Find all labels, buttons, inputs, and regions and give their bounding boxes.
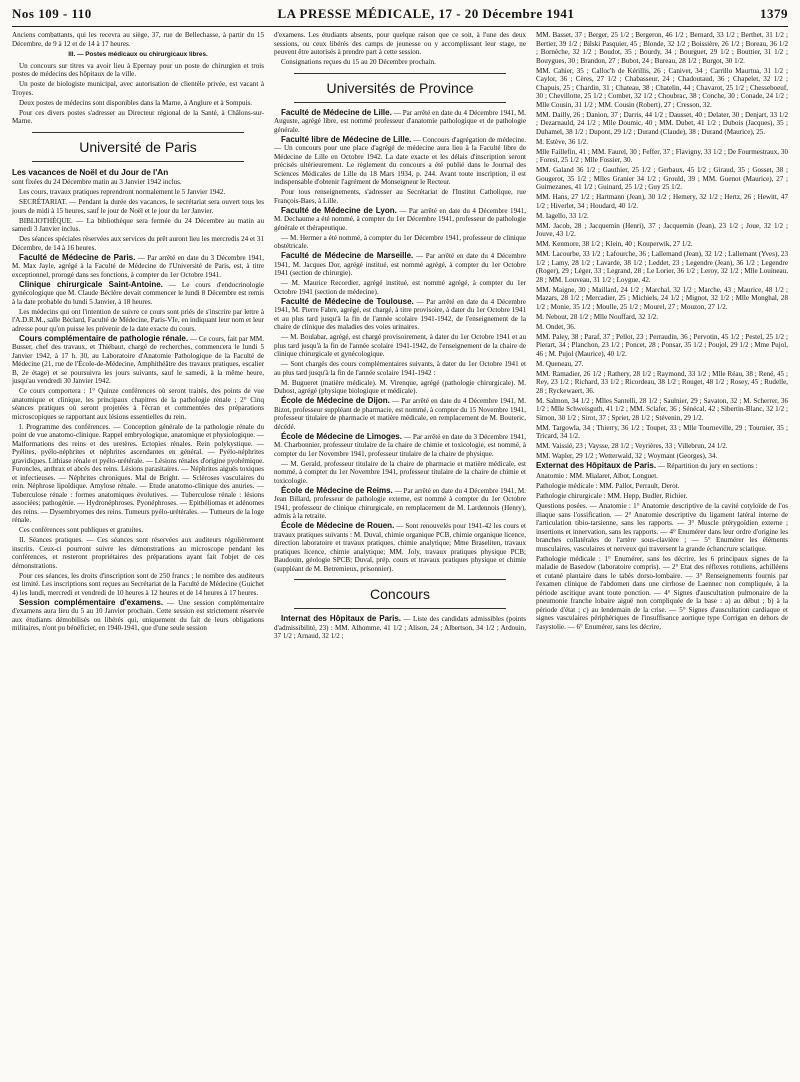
name-list: M. Nebout, 28 1/2 ; Mlle Nouffard, 32 1/2. xyxy=(536,312,659,321)
paragraph: — M. Maurice Recordier, agrégé institué, est nommé agrégé, à compter du 1er Octobre 1941 (section de médecine). xyxy=(274,279,526,296)
lead-in: École de Médecine de Rouen. xyxy=(281,521,395,530)
lead-in: École de Médecine de Limoges. xyxy=(281,431,402,441)
lead-in: École de Médecine de Dijon. xyxy=(281,396,390,405)
article-title: Les vacances de Noël et du Jour de l'An xyxy=(12,167,169,177)
paragraph xyxy=(274,615,526,641)
page-number: 1379 xyxy=(760,6,788,21)
name-list: MM. Kenmore, 38 1/2 ; Klein, 40 ; Kouperwik, 27 1/2. xyxy=(536,240,693,248)
paragraph: Pour ces divers postes s'adresser au Directeur régional de la Santé, à Châlons-sur-Marne. xyxy=(12,108,264,125)
name-list: MM. Ramadier, 26 1/2 ; Rathery, 28 1/2 ; Raymond, 33 1/2 ; Mlle Réau, 38 ; René, 45 ; Rey, 23 1/2 ; Richard, 33 1/2 ; Ricordeau, 38 1/2 ; Rouget, 48 1/2 ; Rosey, 45 ; Rudelle, 28 ; Ryckewaert, 36. xyxy=(536,369,788,395)
paragraph: Pathologie chirurgicale : MM. Hepp, Budler, Richier. xyxy=(536,492,688,500)
body-text: — Par arrêté en date du 4 Décembre 1941, M. Auguste, agrégé libre, est nommé professeur d'anatomie pathologique et de pathologie générale. xyxy=(274,108,526,134)
divider xyxy=(294,102,506,103)
paragraph xyxy=(12,254,264,280)
paragraph: M. Bugueret (matière médicale). M. Virenque, agrégé (pathologie chirurgicale). M. Dubost, agrégé (physique biologique et médicale). xyxy=(274,378,526,395)
name-list: M. Iagello, 33 1/2. xyxy=(536,211,589,220)
lead-in: Cours complémentaire de pathologie rénale. xyxy=(19,333,189,343)
columns xyxy=(12,31,788,1077)
paragraph: Pour tous renseignements, s'adresser au Secrétariat de l'Institut Catholique, rue François-Baes, à Lille. xyxy=(274,188,526,205)
name-list: M. Queneau, 27. xyxy=(536,359,584,368)
paragraph: Ce cours comportera : 1° Quinze conférences où seront traités, des points de vue anatomique et clinique, les principaux chapitres de la pathologie rénale ; 2° Cinq séances pratiques où seront projetées à l'écran et commentées des préparations microscopiques se rapportant aux lésions essentielles du rein. xyxy=(12,387,264,421)
paragraph: Pathologie médicale : 1° Enumérer, sans les décrire, les 6 principaux signes de la maladie de Basedow (laboratoire compris). — 2° Etat des réflexes rotuliens, achilléens et cutané plantaire dans le tabès dorso-lombaire. — 3° Renseignements fournis par l'examen clinique de l'abdomen dans une cirrhose de Laennec non compliquée, à la période ascitique avant toute ponction. — 4° Signes d'auscultation pulmonaire de la pneumonie franche lobaire aiguë non compliquée de la base : a) au début ; b) à la période d'état ; c) au lendemain de la crise. — 5° Signes d'auscultation cardiaque et signes vasculaires périphériques de l'insuffisance aortique type Corrigan en dehors de l'asystolie. — 6° Enumérer, sans les décrire, xyxy=(536,554,788,631)
divider xyxy=(32,132,244,133)
paragraph: d'examens. Les étudiants absents, pour quelque raison que ce soit, à l'une des deux sessions, ou ceux libérés des camps de jeunesse ou y accomplissant leur stage, ne peuvent être autorisés à prendre part à cette session. xyxy=(274,31,526,56)
lead-in: Faculté de Médecine de Paris. xyxy=(19,252,136,262)
body-text: — Liste des candidats admissibles (points d'admissibilité, 23) : MM. Alhomme, 41 1/2 ; Alison, 24 ; Albertson, 34 1/2 ; Ardouin, 37 1/2 ; Arnaud, 32 1/2 ; xyxy=(274,615,526,640)
paragraph xyxy=(274,522,526,573)
paragraph xyxy=(274,433,526,459)
body-text: — Par arrêté en date du 4 Décembre 1941, M. Bizot, professeur suppléant de pharmacie, est nommé, à compter du 15 Novembre 1941, professeur titulaire de pharmacie et matière médicale, en remplacement de M. Bouteric, décédé. xyxy=(274,397,526,431)
name-list: MM. Hans, 27 1/2 ; Hartmann (Jean), 30 1/2 ; Hemery, 32 1/2 ; Hertz, 26 ; Hewitt, 47 1/2 ; Hiverlet, 34 ; Houdard, 40 1/2. xyxy=(536,193,788,210)
paragraph: — M. Gerald, professeur titulaire de la chaire de pharmacie et matière médicale, est nommé, à compter du 1er Novembre 1941, professeur titulaire de la chaire de chimie et toxicologie. xyxy=(274,459,526,485)
paragraph: Pour ces séances, les droits d'inscription sont de 250 francs ; le nombre des auditeurs est limité. Les inscriptions sont reçues au Secrétariat de la Faculté de Médecine (Guichet 4) les lundi, mercredi et vendredi de 10 heures à 12 heures et de 14 heures à 17 heures. xyxy=(12,571,264,597)
lead-in: Faculté de Médecine de Lyon. xyxy=(281,205,397,215)
paragraph xyxy=(12,335,264,386)
column-3 xyxy=(536,31,788,1077)
lead-in: Session complémentaire d'examens. xyxy=(19,597,164,607)
body-text: — Par arrêté en date du 4 Décembre 1941, M. Dechaume a été nommé, à compter du 1er Décembre 1941, professeur de pathologie générale et thérapeutique. xyxy=(274,206,526,232)
paragraph: Un poste de biologiste municipal, avec autorisation de clientèle privée, est vacant à Troyes. xyxy=(12,80,264,97)
name-list: M. Ondet, 36. xyxy=(536,322,576,331)
divider xyxy=(294,73,506,74)
name-list: MM. Cahier, 35 ; Calloc'h de Kérillis, 26 ; Canivet, 34 ; Carrillo Maurtua, 31 1/2 ; Caylor, 36 ; Cères, 27 1/2 ; Chabasseur, 24 ; Chadoutaud, 36 ; Chapelet, 32 1/2 ; Chapuis, 25 ; Chardin, 31 ; Chateau, 38 ; Chatelin, 44 ; Chavarot, 25 1/2 ; Chesseboeuf, 30 ; Chevillotte, 25 1/2 ; Combet, 32 1/2 ; Choubrac, 38 ; Conche, 30 ; Conade, 24 1/2 ; Mlle Cousin, 31 1/2 ; MM. Cousin (Robert), 27 ; Cresson, 32. xyxy=(536,66,788,109)
paragraph: BIBLIOTHÈQUE. — La bibliothèque sera fermée du 24 Décembre au matin au samedi 3 Janvier inclus. xyxy=(12,216,264,233)
lead-in: Clinique chirurgicale Saint-Antoine. xyxy=(19,279,163,289)
paragraph xyxy=(274,252,526,278)
lead-in: Faculté de Médecine de Lille. xyxy=(281,107,392,117)
paragraph xyxy=(12,599,264,633)
column-1 xyxy=(12,31,264,1077)
lead-in: Faculté libre de Médecine de Lille. xyxy=(281,134,412,144)
paragraph: — Sont chargés des cours complémentaires suivants, à dater du 1er Octobre 1941 et au plus tard jusqu'à la fin de l'année scolaire 1941-1942 : xyxy=(274,360,526,377)
paragraph xyxy=(274,487,526,521)
paragraph: Consignations reçues du 15 au 20 Décembre prochain. xyxy=(281,58,436,66)
name-list: M. Estève, 36 1/2. xyxy=(536,137,589,146)
divider xyxy=(32,161,244,162)
paragraph xyxy=(274,207,526,233)
name-list: MM. Basset, 37 ; Berger, 25 1/2 ; Bergeron, 46 1/2 ; Bernard, 33 1/2 ; Berthet, 31 1/2 ; Bertier, 39 1/2 ; Bilski Pasquier, 45 ; Blonde, 32 1/2 ; Boissière, 26 1/2 ; Boreau, 36 1/2 ; Bornèche, 32 1/2 ; Boudot, 35 ; Bourdy, 34 ; Bourguet, 29 1/2 ; Bouttier, 31 1/2 ; Bouygues, 30 ; Brandon, 27 ; Bubot, 24 ; Bureau, 28 1/2 ; Burgot, 30 1/2. xyxy=(536,31,788,65)
body-text: — Une session complémentaire d'examens aura lieu du 5 au 10 Janvier prochain. Cette session est strictement réservée aux étudiants démobilisés ou libérés qui, uniquement du fait de leurs obligations militaires, n'ont pu bénéficier, en 1940-1941, que d'une seule session xyxy=(12,598,264,632)
paragraph: Les médecins qui ont l'intention de suivre ce cours sont priés de s'inscrire par lettre à l'A.D.R.M., salle Béclard, Faculté de Médecine, Paris-VIe, en indiquant leur nom et leur adresse pour qu'on puisse les prévenir de la date exacte du cours. xyxy=(12,307,264,333)
paragraph xyxy=(274,397,526,431)
paragraph: Questions posées. — Anatomie : 1° Anatomie descriptive de la cavité cotyloïde de l'os iliaque sans l'ossification. — 2° Anatomie descriptive du ligament latéral interne de l'articulation tibio-tarsienne, sans les rapports. — 3° Muscle ptérygoïdien externe ; insertions et innervation, sans les rapports. — 4° Enumérer dans leur ordre d'origine les branches collatérales de l'artère sous-clavière ; — 5° Enumérer les éléments musculaires, vasculaires et nerveux qui traversent la grande échancrure sciatique. xyxy=(536,502,788,553)
body-text: — Par arrêté en date du 4 Décembre 1941, M. Jacques Dor, agrégé institué, est nommé agrégé, à compter du 1er Octobre 1941 (section de chirurgie). xyxy=(274,252,526,277)
lead-in: Externat des Hôpitaux de Paris. xyxy=(536,461,657,470)
body-text: — Concours d'agrégation de médecine. — Un concours pour une place d'agrégé de médecine aura lieu à la Faculté libre de Médecine de Lille en Octobre 1942. La date exacte et les délais d'inscription seront précisés ultérieurement. Le règlement du concours a été publié dans le Journal des Sciences Médicales de Lille du 18 Mars 1934, p. 244. Avant toute inscription, il est indispensable d'obtenir l'agrément de Monseigneur le Recteur. xyxy=(274,135,526,186)
name-list: MM. Galand 36 1/2 ; Gauthier, 25 1/2 ; Gerbaux, 45 1/2 ; Giraud, 35 ; Gosset, 38 ; Gougerot, 35 1/2 ; Mlles Granier 34 1/2 ; Grould, 39 ; MM. Guenot (Maurice), 27 ; Guimezanes, 41 1/2 ; Guinard, 25 1/2 ; Guy 25 1/2. xyxy=(536,166,788,191)
journal-title: LA PRESSE MÉDICALE, 17 - 20 Décembre 1941 xyxy=(277,6,575,21)
paragraph: SECRÉTARIAT. — Pendant la durée des vacances, le secrétariat sera ouvert tous les jours de midi à 15 heures, sauf le jour de Noël et le jour du 1er Janvier. xyxy=(12,198,264,215)
name-list: Mlle Faillefin, 41 ; MM. Faurel, 30 ; Feffer, 37 ; Flavigny, 33 1/2 ; De Fourmestraux, 30 ; Forest, 25 1/2 ; Mlle Fossier, 30. xyxy=(536,147,788,164)
section-title: Universités de Province xyxy=(326,79,474,96)
paragraph: Deux postes de médecins sont disponibles dans la Marne, à Anglure et à Sompuis. xyxy=(19,98,253,107)
body-text: — Répartition du jury en sections : xyxy=(657,462,758,470)
name-list: MM. Paley, 38 ; Paraf, 37 ; Pellot, 23 ; Perraudin, 36 ; Pervotin, 45 1/2 ; Pestel, 25 1/2 ; Pierart, 34 ; Planchon, 23 1/2 ; Poncet, 28 ; Ponsar, 35 1/2 ; Poujol, 29 1/2 ; Mme Pujol, 46 ; M. Pujol (Maurice), 40 1/2. xyxy=(536,332,788,358)
divider xyxy=(294,579,506,580)
lead-in: Faculté de Médecine de Marseille. xyxy=(281,251,414,260)
section-title: Université de Paris xyxy=(79,138,197,155)
paragraph xyxy=(274,136,526,187)
name-list: MM. Jacob, 28 ; Jacquemin (Henri), 37 ; Jacquemin (Jean), 23 1/2 ; Joue, 32 1/2 ; Jouve, 43 1/2. xyxy=(536,221,788,238)
body-text: — Par arrêté en date du 3 Décembre 1941, M. Charbonnier, professeur titulaire de la chaire de chimie et toxicologie, est nommé, à compter du 1er Novembre 1941, professeur titulaire de la chaire de physique. xyxy=(274,432,526,458)
paragraph: Anatomie : MM. Mialaret, Albot, Longuet. xyxy=(536,472,658,480)
paragraph: Des séances spéciales réservées aux services du prêt auront lieu les mercredis 24 et 31 Décembre, de 14 à 16 heures. xyxy=(12,235,264,252)
name-list: MM. Targowla, 34 ; Thierry, 36 1/2 ; Toupet, 33 ; Mlle Tourneville, 29 ; Tournier, 35 ; Tricard, 34 1/2. xyxy=(536,423,788,440)
body-text: — Le cours d'endocrinologie gynécologique que M. Claude Béclère devait commencer le lundi 8 Décembre est remis à la date probable du lundi 5 Janvier, à 18 heures. xyxy=(12,280,264,306)
name-list: M. Salmon, 34 1/2 ; Mlles Santelli, 28 1/2 ; Saulnier, 29 ; Savaton, 32 ; M. Scherrer, 36 1/2 ; Mlle Schweisguth, 41 1/2 ; MM. Sclafer, 36 ; Sénécal, 42 ; Sibertin-Blanc, 32 1/2 ; Simon, 30 1/2 ; Sirot, 37 ; Spriet, 28 1/2 ; Stévenin, 29 1/2. xyxy=(536,396,788,422)
name-list: MM. Dailly, 26 ; Danion, 37 ; Darris, 44 1/2 ; Dausset, 40 ; Delater, 30 ; Denjart, 33 1/2 ; Dezarnauld, 24 1/2 ; Mlle Doumic, 40 ; MM. Dubet, 41 1/2 ; Dubois (Jacques), 35 ; Duhamel, 38 1/2 ; Dupont, 29 1/2 ; Durand (Claude), 38 ; Durand (Maurice), 25. xyxy=(536,110,788,136)
paragraph: Anciens combattants, qui les recevra au siège, 37, rue de Bellechasse, à partir du 15 Décembre, de 9 à 12 et de 14 à 17 heures. xyxy=(12,31,264,48)
name-list: MM. Wapler, 29 1/2 ; Wetterwald, 32 ; Woymant (Georges), 34. xyxy=(536,452,718,460)
body-text: — Ce cours, fait par MM. Busser, chef des travaux, et Thiébaut, chargé de recherches, commencera le lundi 5 Janvier 1942, à 17 h. 30, au Laboratoire d'Anatomie Pathologique de la Faculté de Médecine (21, rue de l'École-de-Médecine, Amphithéâtre des travaux pratiques, escalier B, 2e étage) et se poursuivra les jours suivants, sauf le samedi, à la même heure, jusqu'au vendredi 30 Janvier 1942. xyxy=(12,334,264,385)
paragraph: Les cours, travaux pratiques reprendront normalement le 5 Janvier 1942. xyxy=(19,188,226,196)
paragraph xyxy=(12,281,264,307)
body-text: — Sont renouvelés pour 1941-42 les cours et travaux pratiques suivants : M. Duval, chimie organique PCB, chimie organique licence, direction laboratoire et travaux pratiques, chimie analytique; Mme Braseliten, travaux pratiques licence, chimie analytique; MM. Joly, travaux pratiques physique PCB; Baudouin, géologie SPCB; Duval, prép. cours et travaux pratiques physique et chimie (suppléant de M. Betremieux, prisonnier). xyxy=(274,522,526,573)
paragraph: I. Programme des conférences. — Conception générale de la pathologie rénale du point de vue anatomo-clinique. Rappel embryologique, anatomique et physiologique. — Malformations des reins et des uretères. Ectopies rénales. Rein polykystique. — Pyélites, pyélo-néphrites et néphrites ascendantes en général. — Pyélo-néphrites gravidiques. Lithiase rénale et pyélo-urétérale. — Lésions rénales d'origine pyohémique. Furoncles, anthrax et abcès des reins. Lésions parasitaires. — Néphrites aiguës toxiques et infectieuses. — Néphrites chroniques. Mal de Bright. — Scléroses vasculaires du rein. Néphrose lipoïdique. Amylose rénale. — Etude anatomo-clinique des anuries. — Tuberculose rénale : formes anatomiques évolutives. — Tuberculose rénale : lésions associées; pathogénie. — Hydronéphroses. Pyonéphroses. — Epithéliomas et adénomes des reins. — Dysembryomes des reins. Tumeurs pyélo-urétérales. — Tumeurs de la loge rénale. xyxy=(12,422,264,524)
section-heading: III. — Postes médicaux ou chirurgicaux libres. xyxy=(68,51,208,58)
paragraph xyxy=(274,109,526,135)
column-2 xyxy=(274,31,526,1077)
body-text: — Par arrêté en date du 3 Décembre 1941, M. Max Jayle, agrégé à la Faculté de Médecine de l'Université de Paris, est, à titre exceptionnel, prorogé dans ses fonctions, à compter du 1er Octobre 1941. xyxy=(12,253,264,279)
page-header xyxy=(12,6,788,27)
paragraph xyxy=(274,298,526,332)
body-text: — Par arrêté en date du 4 Décembre 1941, M. Pierre Fabre, agrégé, est chargé, à titre provisoire, à dater du 1er Octobre 1941 et au plus tard jusqu'à la fin de l'année scolaire 1941-1942, de l'enseignement de la chaire de clinique des maladies des voies urinaires. xyxy=(274,297,526,331)
name-list: MM. Lacourbe, 33 1/2 ; Lafourche, 36 ; Lallemand (Jean), 32 1/2 ; Lallemant (Yves), 23 1/2 ; Lamy, 28 1/2 ; Lavarde, 38 1/2 ; Leddet, 23 ; Legendre (Jean), 36 1/2 ; Legendre (Roger), 29 ; Léger, 33 ; Legrand, 28 ; Le Lorier, 36 1/2 ; Leroy, 32 1/2 ; Mlle Louineau, 28 ; MM. Louveau, 31 1/2 ; Loygue, 42. xyxy=(536,250,788,284)
paragraph: sont fixées du 24 Décembre matin au 3 Janvier 1942 inclus. xyxy=(12,178,182,186)
paragraph: — M. Hermer a été nommé, à compter du 1er Décembre 1941, professeur de clinique obstétricale. xyxy=(274,233,526,250)
paragraph xyxy=(536,462,788,471)
paragraph: — M. Boulabar, agrégé, est chargé provisoirement, à dater du 1er Octobre 1941 et au plus tard jusqu'à la fin de l'année scolaire 1941-1942, de l'enseignement de la chaire de clinique chirurgicale et gynécologique. xyxy=(274,333,526,358)
paragraph: Pathologie médicale : MM. Pallot, Perrault, Derot. xyxy=(536,482,680,490)
divider xyxy=(294,608,506,609)
lead-in: Internat des Hôpitaux de Paris. xyxy=(281,614,402,623)
issue-number: Nos 109 - 110 xyxy=(12,6,92,21)
lead-in: Faculté de Médecine de Toulouse. xyxy=(281,296,414,306)
paragraph: Ces conférences sont publiques et gratuites. xyxy=(19,526,144,534)
paragraph: Un concours sur titres va avoir lieu à Epernay pour un poste de chirurgien et trois postes de médecins des hôpitaux de la ville. xyxy=(12,61,264,78)
name-list: MM. Vaissié, 23 ; Vaysse, 28 1/2 ; Veyrières, 33 ; Villebrun, 24 1/2. xyxy=(536,442,728,450)
name-list: MM. Maigne, 30 ; Maillard, 24 1/2 ; Marchal, 32 1/2 ; Marche, 43 ; Maurice, 48 1/2 ; Mazars, 28 1/2 ; Mercadier, 25 ; Michiels, 24 1/2 ; Mignot, 32 1/2 ; Mlle Monghal, 28 1/2 ; Monie, 35 1/2 ; Moulle, 25 1/2 ; Mourel, 27 ; Mouzon, 27 1/2. xyxy=(536,285,788,311)
section-title: Concours xyxy=(370,586,430,602)
body-text: — Par arrêté en date du 4 Décembre 1941, M. Jean Billard, professeur de pathologie externe, est nommé à compter du 1er Octobre 1941, professeur de clinique chirurgicale, en remplacement de M. Lardennois (Henry), admis à la retraite. xyxy=(274,486,526,520)
lead-in: École de Médecine de Reims. xyxy=(281,485,393,495)
paragraph: II. Séances pratiques. — Ces séances sont réservées aux auditeurs régulièrement inscrits. Ceux-ci pourront suivre les démonstrations au microscope pendant les conférences, et resteront propriétaires des préparations ayant fait l'objet de ces démonstrations. xyxy=(12,536,264,570)
